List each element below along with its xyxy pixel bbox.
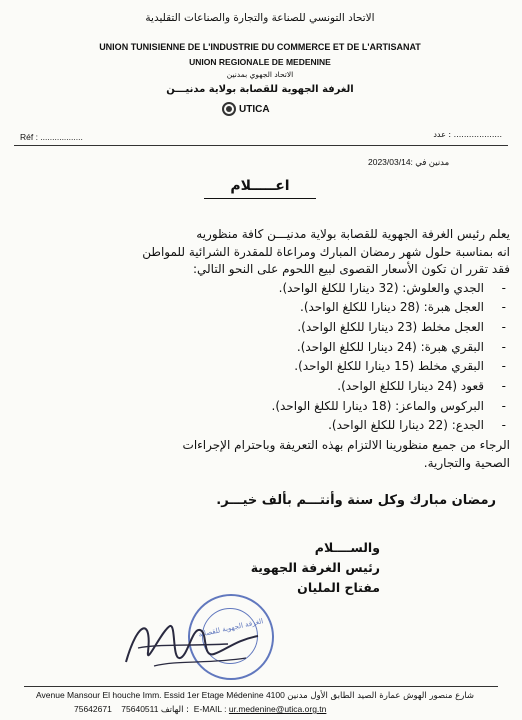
price-item: - الجدع: (22 دينارا للكلغ الواحد). bbox=[20, 417, 484, 437]
letter-body bbox=[20, 226, 510, 472]
header-arabic-union: الاتحاد التونسي للصناعة والتجارة والصناعات التقليدية bbox=[145, 12, 375, 24]
header-arabic-chamber: الغرفة الجهوية للقصابة بولاية مدنيـــن bbox=[166, 84, 354, 95]
header-french-regional: UNION REGIONALE DE MEDENINE bbox=[189, 57, 331, 67]
intro-line: انه بمناسبة حلول شهر رمضان المبارك ومراعاة للمقدرة الشرائية للمواطن bbox=[142, 244, 510, 259]
closing-line: الرجاء من جميع منظورينا الالتزام بهذه التعريفة وباحترام الإجراءات bbox=[182, 438, 510, 452]
document-title: اعـــــلام bbox=[230, 178, 290, 194]
intro-line: يعلم رئيس الغرفة الجهوية للقصابة بولاية مدنيـــن كافة منظوريه bbox=[196, 227, 510, 241]
header-arabic-regional: الاتحاد الجهوي بمدنين bbox=[226, 70, 294, 79]
signature-block bbox=[180, 538, 380, 598]
header-divider bbox=[14, 145, 508, 146]
closing-line: الصحية والتجارية. bbox=[423, 455, 510, 470]
intro-line: فقد تقرر ان تكون الأسعار القصوى لبيع اللحوم على النحو التالي: bbox=[192, 262, 510, 276]
footer-email-label: E-MAIL : bbox=[193, 704, 227, 714]
footer-email[interactable]: ur.medenine@utica.org.tn bbox=[228, 704, 327, 714]
footer-address-fr: Avenue Mansour El houche Imm. Essid 1er Etage Médenine 4100 bbox=[36, 690, 285, 700]
utica-logo-icon bbox=[222, 102, 236, 116]
footer-divider bbox=[24, 686, 498, 687]
title-underline bbox=[204, 198, 316, 199]
salutation: والســــلام bbox=[314, 540, 380, 555]
price-item: - قعود (24 دينارا للكلغ الواحد). bbox=[20, 378, 484, 398]
signatory-name: مفتاح المليان bbox=[297, 580, 380, 595]
ramadan-greeting: رمضان مبارك وكل سنة وأنتـــم بألف خيـــر. bbox=[216, 493, 496, 508]
signatory-role: رئيس الغرفة الجهوية bbox=[250, 560, 380, 575]
footer-phone-2: 75640511 bbox=[121, 704, 159, 714]
price-item: - العجل مخلط (23 دينارا للكلغ الواحد). bbox=[20, 319, 484, 339]
price-item: - الجدي والعلوش: (32 دينارا للكلغ الواحد). bbox=[20, 280, 484, 300]
stamp-text: الغرفة الجهوية للقصابة bbox=[197, 617, 264, 639]
utica-logo bbox=[222, 102, 270, 116]
price-item: - العجل هبرة: (28 دينارا للكلغ الواحد). bbox=[20, 299, 484, 319]
footer-address bbox=[36, 690, 474, 701]
utica-logo-text: UTICA bbox=[239, 103, 270, 115]
footer-address-ar: شارع منصور الهوش عمارة الصيد الطابق الأول مدنين bbox=[287, 691, 475, 701]
footer-phone-label: الهاتف : bbox=[160, 705, 190, 715]
reference-field-ar: عدد : ................... bbox=[433, 130, 502, 139]
footer-contact bbox=[74, 704, 326, 715]
reference-field-fr: Réf : .................. bbox=[20, 132, 83, 142]
price-list bbox=[20, 280, 510, 438]
price-item: - البقري هبرة: (24 دينارا للكلغ الواحد). bbox=[20, 339, 484, 359]
price-item: - البقري مخلط (15 دينارا للكلغ الواحد). bbox=[20, 358, 484, 378]
letter-date: مدنين في :2023/03/14 bbox=[368, 157, 450, 167]
handwritten-signature bbox=[118, 600, 268, 680]
header-french-union: UNION TUNISIENNE DE L'INDUSTRIE DU COMMERCE ET DE L'ARTISANAT bbox=[99, 42, 421, 52]
footer-phone-1: 75642671 bbox=[74, 704, 112, 714]
price-item: - البركوس والماعز: (18 دينارا للكلغ الواحد). bbox=[20, 398, 484, 418]
